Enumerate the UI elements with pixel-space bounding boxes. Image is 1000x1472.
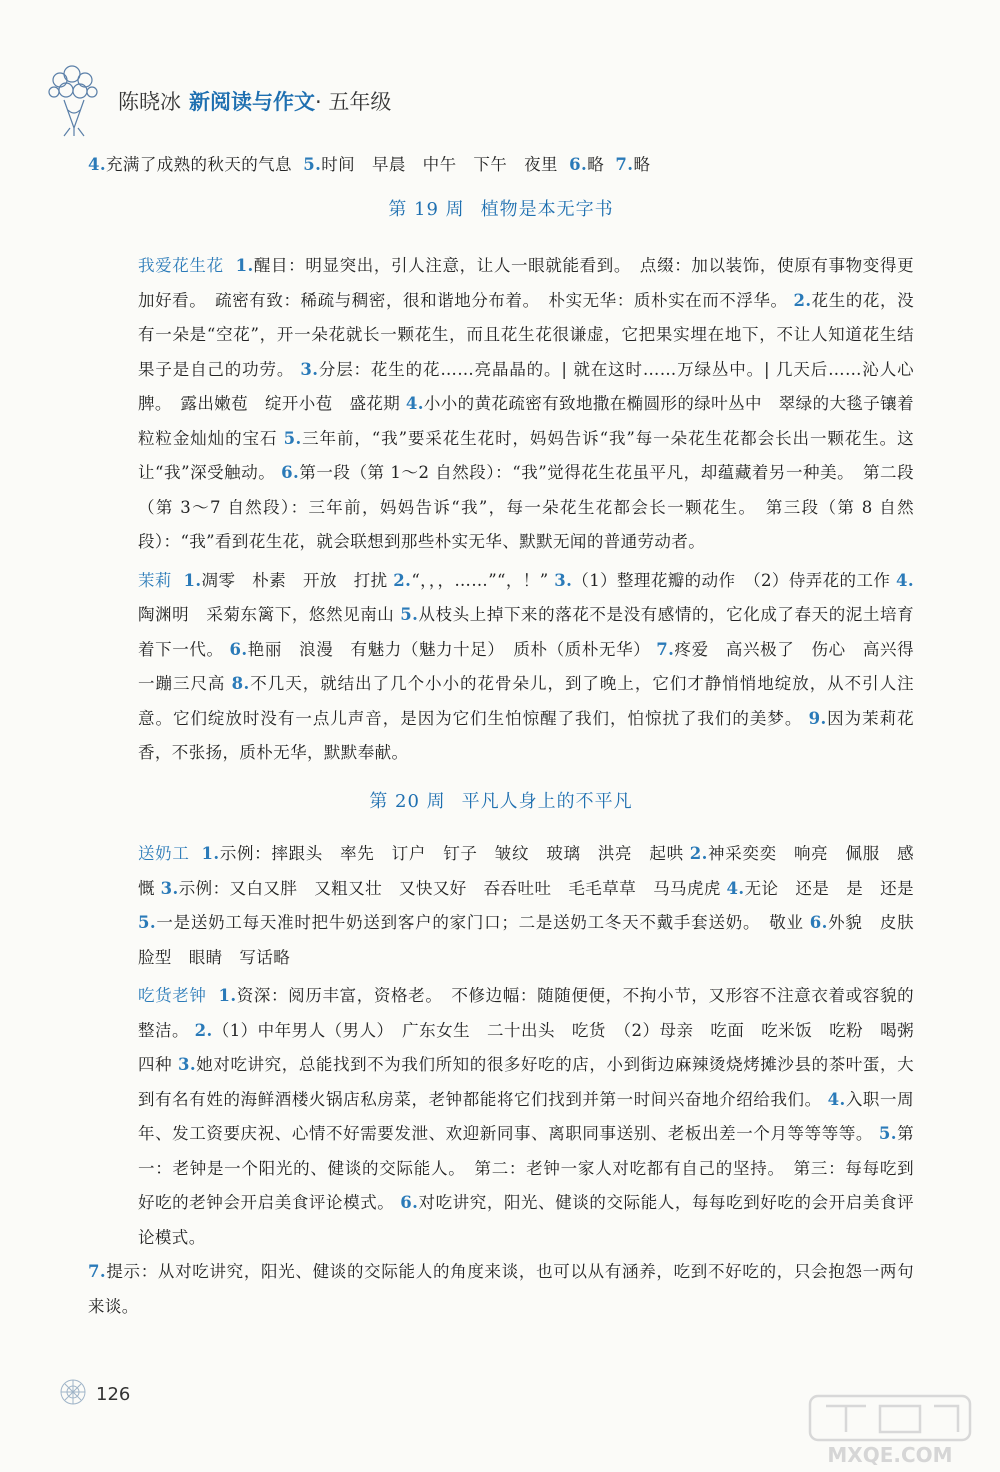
answer-text: 略 xyxy=(633,155,651,174)
answer-text: 凋零 朴素 开放 打扰 xyxy=(201,570,388,590)
section-chihuo-laozhong xyxy=(88,979,931,1255)
flower-bouquet-logo-icon xyxy=(40,58,108,138)
answer-text: 时间 早晨 中午 下午 夜里 xyxy=(321,155,558,174)
section-label: 吃货老钟 xyxy=(138,986,207,1005)
item-number: 4. xyxy=(827,1089,846,1109)
week-number: 第 20 周 xyxy=(369,790,446,812)
answer-text: 醒目：明显突出，引人注意，让人一眼就能看到。 点缀：加以装饰，使原有事物变得更加好看。 疏密有致：稀疏与稠密，很和谐地分布着。 朴实无华：质朴实在而不浮华。 xyxy=(138,256,914,310)
answer-text: 对吃讲究，阳光、健谈的交际能人，每每吃到好吃的会开启美食评论模式。 xyxy=(138,1193,914,1247)
item-number: 8. xyxy=(231,674,250,693)
answer-content xyxy=(88,148,931,1324)
answer-text: 从枝头上掉下来的落花不是没有感情的，它化成了春天的泥土培育着下一代。 xyxy=(138,605,914,659)
item-number: 4. xyxy=(726,878,745,898)
answer-text: 神采奕奕 响亮 佩服 感慨 xyxy=(138,844,914,898)
book-title xyxy=(118,86,391,116)
week-number: 第 19 周 xyxy=(388,198,465,220)
answer-text: 一是送奶工每天准时把牛奶送到客户的家门口；二是送奶工冬天不戴手套送奶。 敬业 xyxy=(156,913,804,932)
item-number: 4. xyxy=(895,570,914,590)
item-number: 6. xyxy=(809,913,828,932)
section-label: 送奶工 xyxy=(138,844,190,863)
answer-text: 分层：花生的花……亮晶晶的。| 就在这时……万绿丛中。| 几天后……沁人心脾。 露出嫩苞 绽开小苞 盛花期 xyxy=(138,359,914,413)
answer-text: 入职一周年、发工资要庆祝、心情不好需要发泄、欢迎新同事、离职同事送别、老板出差一个月等等等等。 xyxy=(138,1089,914,1143)
answer-text: 小小的黄花疏密有致地撒在椭圆形的绿叶丛中 翠绿的大毯子镶着粒粒金灿灿的宝石 xyxy=(138,394,914,448)
item-number: 2. xyxy=(689,844,708,863)
answer-text: 示例：又白又胖 又粗又壮 又快又好 吞吞吐吐 毛毛草草 马马虎虎 xyxy=(178,878,721,898)
answer-text: 略 xyxy=(587,155,605,174)
answer-text: 不几天，就结出了几个小小的花骨朵儿，到了晚上，它们才静悄悄地绽放，从不引人注意。它们绽放时没有一点儿声音，是因为它们生怕惊醒了我们，怕惊扰了我们的美梦。 xyxy=(138,674,915,728)
answer-text: 示例：摔跟头 率先 订户 钉子 皱纹 玻璃 洪亮 起哄 xyxy=(219,844,684,863)
answer-text: 充满了成熟的秋天的气息 xyxy=(106,155,292,174)
item-number: 5. xyxy=(138,913,157,932)
week-heading xyxy=(88,193,914,228)
watermark-logo-icon xyxy=(790,1392,990,1468)
item-number: 3. xyxy=(554,570,573,590)
page-number: 126 xyxy=(96,1384,131,1405)
section-label: 茉莉 xyxy=(138,570,172,590)
top-answers xyxy=(88,148,914,183)
answer-text: 艳丽 浪漫 有魅力（魅力十足） 质朴（质朴无华） xyxy=(247,639,651,659)
item-number: 3. xyxy=(160,878,179,898)
item-number: 1. xyxy=(235,256,254,275)
item-number: 6. xyxy=(229,639,248,659)
answer-text: 提示：从对吃讲究，阳光、健谈的交际能人的角度来谈，也可以从有涵养，吃到不好吃的，只会抱怨一两句来谈。 xyxy=(88,1262,914,1316)
answer-text: “，，，……”“，！” xyxy=(411,570,549,590)
answer-text: 因为茉莉花香，不张扬，质朴无华，默默奉献。 xyxy=(138,708,915,762)
answer-text: 外貌 皮肤 脸型 眼睛 写话略 xyxy=(138,913,931,967)
answer-text: （1）整理花瓣的动作 （2）侍弄花的工作 xyxy=(572,570,891,590)
answer-text: 三年前，“我”要采花生花时，妈妈告诉“我”每一朵花生花都会长出一颗花生。这让“我”深受触动。 xyxy=(138,428,914,482)
answer-text: 第一：老钟是一个阳光的、健谈的交际能人。 第二：老钟一家人对吃都有自己的坚持。 第三：每每吃到好吃的老钟会开启美食评论模式。 xyxy=(138,1124,914,1212)
book-grade: · 五年级 xyxy=(315,90,392,114)
item-number: 2. xyxy=(194,1020,213,1040)
week-title: 植物是本无字书 xyxy=(480,198,614,220)
item-number: 7. xyxy=(656,639,675,659)
item-number: 2. xyxy=(393,570,412,590)
answer-text: 花生的花，没有一朵是“空花”，开一朵花就长一颗花生，而且花生花很谦虚，它把果实埋在地下，不让人知道花生结果子是自己的功劳。 xyxy=(138,290,914,379)
item-number: 7. xyxy=(88,1262,107,1281)
week-heading xyxy=(88,785,914,820)
section-songnaigong xyxy=(88,837,931,975)
answer-text: 第一段（第 1～2 自然段）：“我”觉得花生花虽平凡，却蕴藏着另一种美。 第二段（第 3～7 自然段）：三年前，妈妈告诉“我”，每一朵花生花都会长一颗花生。 第三段（第 8 自然段）：“我”看到花生花，就会联想到那些朴实无华、默默无闻的普通劳动者。 xyxy=(138,463,914,551)
item-number: 4. xyxy=(88,155,107,174)
section-label: 我爱花生花 xyxy=(138,256,224,275)
item-number: 9. xyxy=(808,708,827,728)
section-wo-ai-huashenghua xyxy=(88,249,914,560)
answer-text: 资深：阅历丰富，资格老。 不修边幅：随随便便，不拘小节，又形容不注意衣着或容貌的整洁。 xyxy=(138,986,914,1040)
item-number: 6. xyxy=(569,155,588,174)
decorative-flower-icon xyxy=(56,1375,90,1409)
answer-text: 她对吃讲究，总能找到不为我们所知的很多好吃的店，小到街边麻辣烫烧烤摊沙县的茶叶蛋，大到有名有姓的海鲜酒楼火锅店私房菜，老钟都能将它们找到并第一时间兴奋地介绍给我们。 xyxy=(138,1055,914,1109)
item-number: 5. xyxy=(878,1124,897,1143)
item-number: 3. xyxy=(178,1055,197,1074)
item-number: 5. xyxy=(283,428,302,448)
answer-text: 无论 还是 是 还是 xyxy=(744,878,914,898)
item-number: 3. xyxy=(300,359,319,379)
week-title: 平凡人身上的不平凡 xyxy=(461,790,633,812)
item-number: 7. xyxy=(615,155,634,174)
item-number: 4. xyxy=(405,394,424,413)
answer-text: 陶渊明 采菊东篱下，悠然见南山 xyxy=(138,605,395,624)
item-number: 1. xyxy=(201,844,220,863)
item-number: 5. xyxy=(303,155,322,174)
book-series: 新阅读与作文 xyxy=(189,90,315,114)
item-number: 6. xyxy=(281,463,300,482)
section-chihuo-laozhong-item7 xyxy=(88,1255,914,1324)
item-number: 6. xyxy=(400,1193,419,1212)
item-number: 1. xyxy=(183,570,202,590)
answer-text: 疼爱 高兴极了 伤心 高兴得一蹦三尺高 xyxy=(138,639,914,693)
book-author: 陈晓冰 xyxy=(118,90,181,114)
item-number: 5. xyxy=(400,605,419,624)
section-moli xyxy=(88,564,914,771)
item-number: 2. xyxy=(793,290,812,310)
item-number: 1. xyxy=(218,986,237,1005)
answer-text: （1）中年男人（男人） 广东女生 二十出头 吃货 （2）母亲 吃面 吃米饭 吃粉 喝粥 四种 xyxy=(138,1020,931,1074)
watermark-text: MXQE.COM xyxy=(827,1443,953,1467)
